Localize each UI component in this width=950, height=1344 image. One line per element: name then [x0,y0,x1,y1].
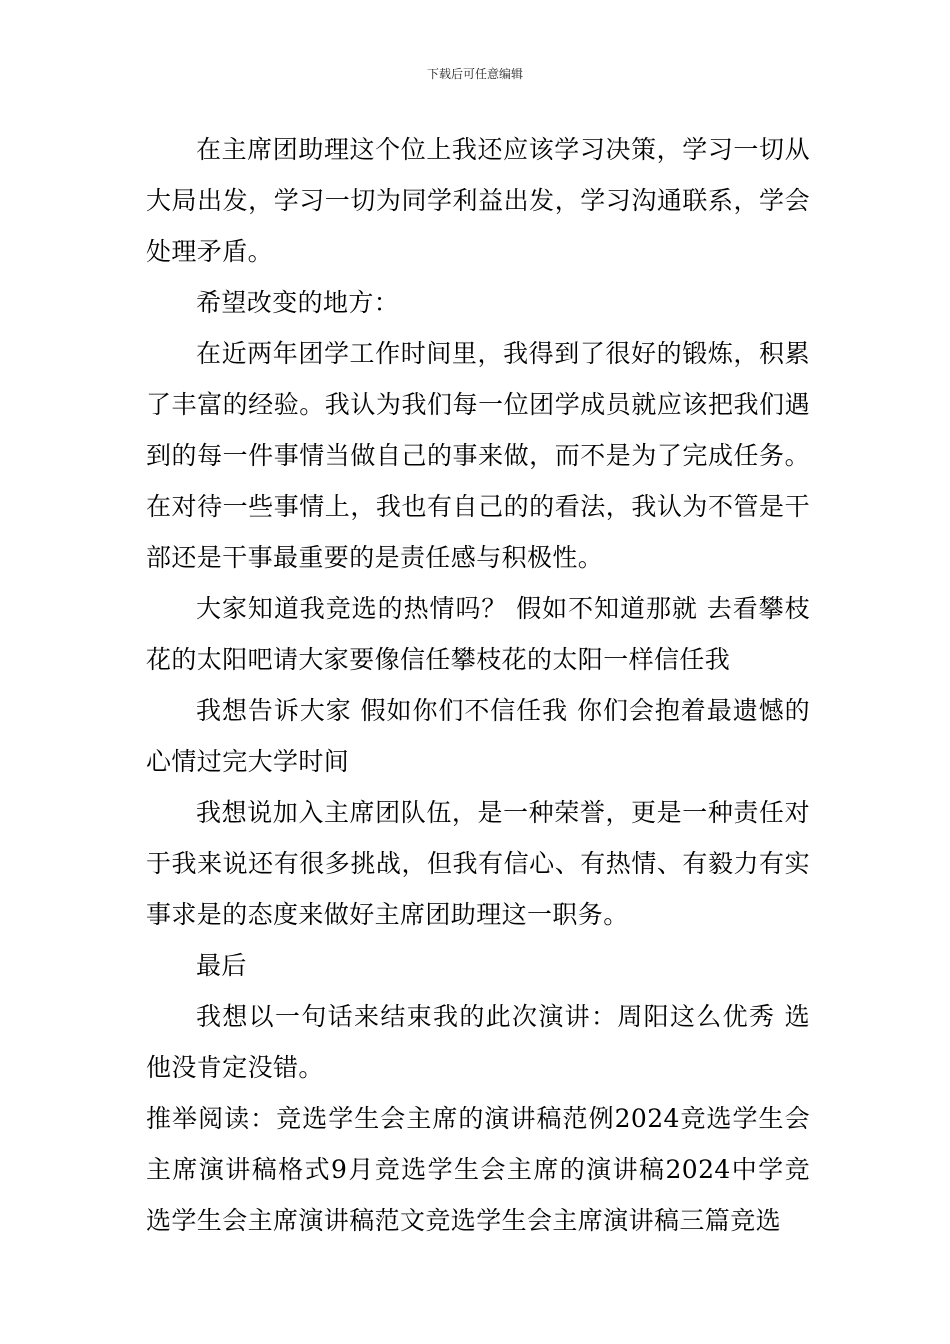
paragraph-work-experience: 在近两年团学工作时间里，我得到了很好的锻炼，积累了丰富的经验。我认为我们每一位团学成员就应该把我们遇到的每一件事情当做自己的事来做，而不是为了完成任务。在对待一些事情上，我也有自己的的看法，我认为不管是干部还是干事最重要的是责任感与积极性。 [146,339,810,572]
paragraph-study-decision: 在主席团助理这个位上我还应该学习决策，学习一切从大局出发，学习一切为同学利益出发，学习沟通联系，学会处理矛盾。 [146,135,810,266]
page-header: 下载后可任意编辑 [426,67,523,81]
paragraph-closing: 我想以一句话来结束我的此次演讲：周阳这么优秀 选他没肯定没错。 [146,1002,810,1082]
document-body [146,124,810,1246]
paragraph-trust: 我想告诉大家 假如你们不信任我 你们会抱着最遗憾的心情过完大学时间 [146,696,810,776]
paragraph-honor-responsibility: 我想说加入主席团队伍，是一种荣誉，更是一种责任对于我来说还有很多挑战，但我有信心、有热情、有毅力有实事求是的态度来做好主席团助理这一职务。 [146,798,810,929]
paragraph-hope-change-heading: 希望改变的地方： [196,288,400,317]
recommended-reading: 推举阅读：竞选学生会主席的演讲稿范例2024竞选学生会主席演讲稿格式9月竞选学生会主席的演讲稿2024中学竞选学生会主席演讲稿范文竞选学生会主席演讲稿三篇竞选 [146,1104,810,1235]
paragraph-enthusiasm: 大家知道我竞选的热情吗？ 假如不知道那就 去看攀枝花的太阳吧请大家要像信任攀枝花的太阳一样信任我 [146,594,810,674]
paragraph-finally: 最后 [196,951,247,980]
